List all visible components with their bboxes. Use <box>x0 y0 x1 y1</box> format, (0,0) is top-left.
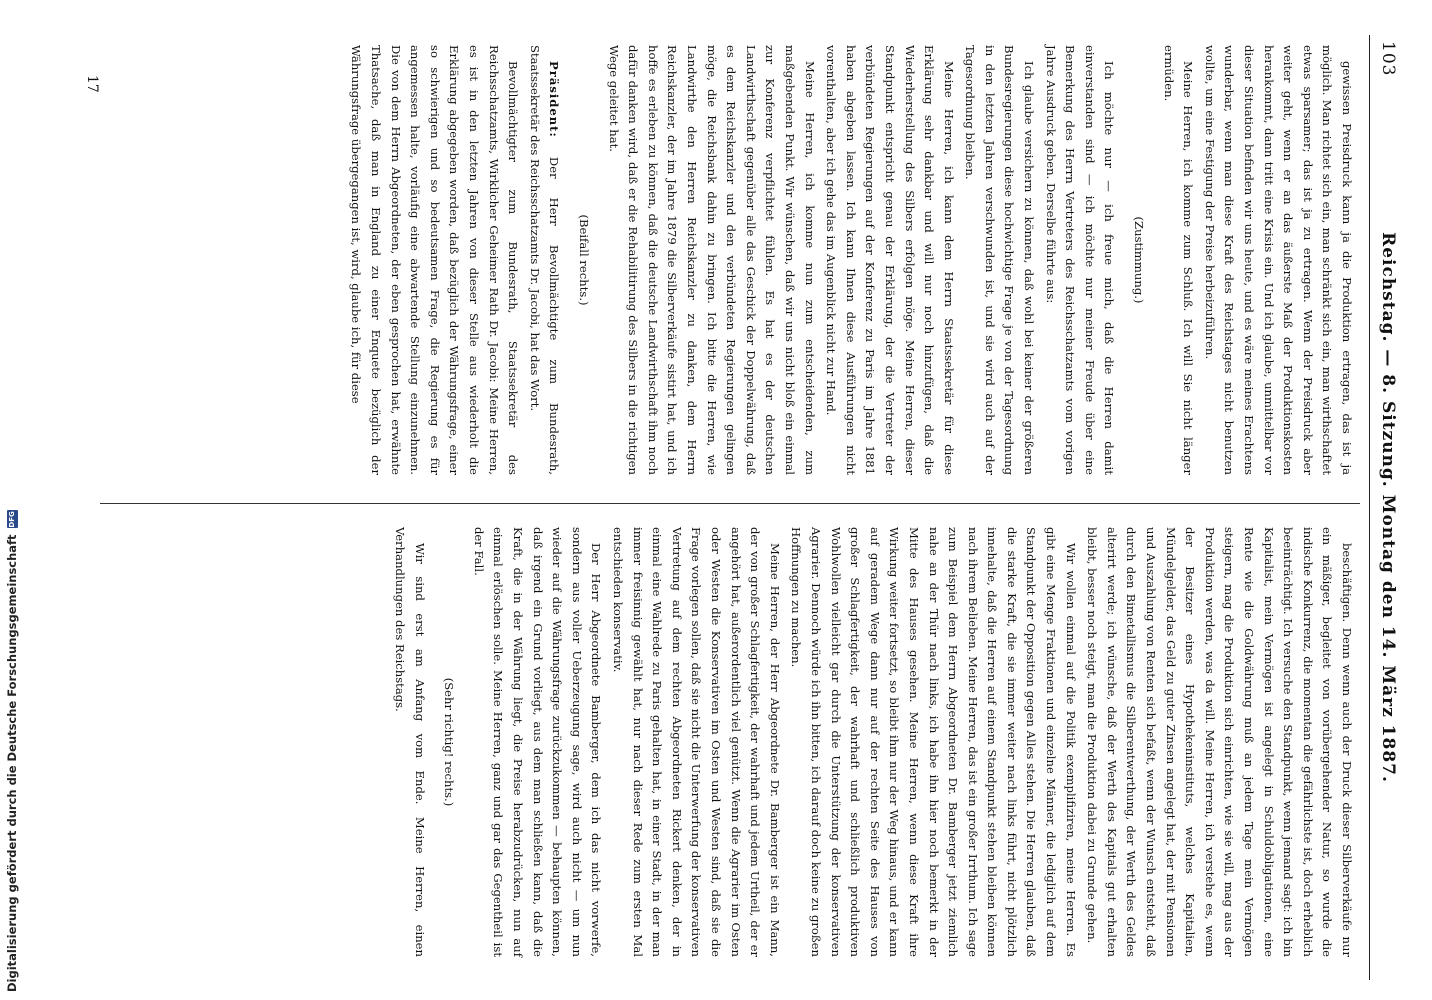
paragraph: Wir sind erst am Anfang vom Ende. Meine Herren, einen Verhandlungen des Reichstags. <box>393 527 427 957</box>
paragraph: Meine Herren, der Herr Abgeordnete Dr. Bamberger ist ein Mann, der von großer Schlagfertigkeit, der wahrhaft und jedem Urtheil, der er angehört hat, außerordentlich viel genützt. Wenn die Agrarier im Osten oder Westen die Konservativen im Osten und Westen sind, daß sie die Frage vorlegen sollen, daß sie nicht die Unterwerfung der konservativen Vertretung auf dem rechten Abgeordneten Rickert denken, der in einmal eine Wahlrede zu Paris gehalten hat, in einer Stadt, in der man immer freisinnig gewählt hat, nur nach dieser Rede zum ersten Mal entschieden konservativ. <box>611 527 782 957</box>
right-column <box>388 527 1357 957</box>
left-column <box>344 45 1356 475</box>
dfg-logo: DFG <box>7 511 16 528</box>
president-text: Der Herr Bevollmächtigte zum Bundesrath, Staatssekretär des Reichsschatzamts Dr. Jacobi, hat das Wort. <box>527 45 562 475</box>
column-divider <box>100 503 1360 504</box>
paragraph: Meine Herren, ich kann dem Herrn Staatssekretär für diese Erklärung sehr dankbar und will nur noch hinzufügen, daß die Wiederherstellung des Silbers erfolgen möge. Meine Herren, dieser Standpunkt entspricht genau der Erklärung, der die Vertreter der verbündeten Regierungen auf der Konferenz zu Paris im Jahre 1881 haben abgeben lassen. Ich kann Ihnen diese Ausführungen nicht vorenthalten, aber ich gehe das im Augenblick nicht zur Hand. <box>824 45 956 475</box>
paragraph: Bevollmächtigter zum Bundesrath, Staatssekretär des Reichsschatzamts, Wirklicher Geheimer Rath Dr. Jacobi: Meine Herren, es ist in den letzten Jahren von dieser Stelle aus wiederholt die Erklärung abgegeben worden, daß bezüglich der Währungsfrage, einer so schwierigen und so bedeutsamen Frage, die Regierung es für angemessen halte, vorläufig eine abwartende Stellung einzunehmen. Die von dem Herrn Abgeordneten, der eben gesprochen hat, erwähnte Thatsache, daß man in England zu einer Enquete bezüglich der Währungsfrage übergegangen ist, wird, glaube ich, für diese <box>349 45 521 475</box>
paragraph: Ich möchte nur — ich freue mich, daß die Herren damit einverstanden sind — ich möchte nur meiner Freude über eine Bemerkung des Herrn Vertreters des Reichsschatzamts vom vorigen Jahre Ausdruck geben. Derselbe führte aus: <box>1043 45 1117 475</box>
page-header <box>1372 35 1400 980</box>
paragraph: gewissen Preisdruck kann ja die Produktion ertragen, das ist ja möglich. Man richtet sich ein, man schränkt sich ein, man wirthschaftet etwas sparsamer; das ist ja zu ertragen. Wenn der Preisdruck aber weiter geht, wenn er an das äußerste Maß der Produktionskosten herankommt, dann tritt eine Krisis ein. Und ich glaube, unmittelbar vor dieser Situation befinden wir uns heute, und es wäre meines Erachtens wunderbar, wenn man diese Kraft des Reichstages nicht benutzen wollte, um eine Festigung der Preise herbeizuführen. <box>1202 45 1354 475</box>
paragraph: Meine Herren, ich komme zum Schluß. Ich will Sie nicht länger ermüden. <box>1161 45 1196 475</box>
credit-text: Digitalisierung gefördert durch die Deutsche Forschungsgemeinschaft <box>5 534 19 992</box>
paragraph: Der Herr Abgeordnete Bamberger, dem ich das nicht vorwerfe, sondern aus voller Ueberzeugung sage, wird auch nicht — um nun wieder auf die Währungsfrage zurückzukommen — behaupten können, daß irgend ein Grund vorliegt, aus dem man schließen kann, daß die Kraft, die in der Währung liegt, die Preise herabzudrücken, nun auf einmal erlöschen solle. Meine Herren, ganz und gar das Gegentheil ist der Fall. <box>471 527 604 957</box>
paragraph: Meine Herren, ich komme nun zum entscheidenden, zum maßgebenden Punkt. Wir wünschen, daß wir uns nicht bloß ein einmal zur Konferenz verpflichtet fühlen. Es hat es der deutschen Landwirthschaft gegenüber alle das Geschick der Doppelwährung, daß es dem Reichskanzler und den verbündeten Regierungen gelingen möge, die Reichsbank dahin zu bringen. Ich bitte die Herren, wie Landwirthe den Herren Reichskanzler zu danken, dem Herrn Reichskanzler, der im Jahre 1879 die Silberverkäufe sistirt hat, und ich hoffe es erleben zu können, daß die deutsche Landwirthschaft ihm noch dafür danken wird, daß er die Rehabilitirung des Silbers in die richtigen Wege geleitet hat. <box>606 45 817 475</box>
page-number: 103 <box>1378 41 1398 77</box>
paragraph: beschäftigen. Denn wenn auch der Druck dieser Silberverkäufe nur ein mäßiger, begleitet von vorübergehender Natur, so wurde die indische Konkurrenz, die momentan die gefährlichste ist, doch erheblich beeinträchtigt. Ich versuche den Standpunkt, wenn jemand sagt: ich bin Kapitalist, mein Vermögen ist angelegt in Schuldobligationen, eine Rente wie die Goldwährung muß an jedem Tage mein Vermögen steigern, mag die Produktion sich einrichten, wie sie will, mag aus der Produktion werden, was da will. Meine Herren, ich verstehe es, wenn der Besitzer eines Hypothekeninstituts, welches Kapitalien, Mündelgelder, das Geld zu guter Zinsen angelegt hat, der mit Pensionen und Auszahlung von Renten sich befaßt, wenn der Wunsch entsteht, daß durch den Bimetallismus die Silberentwerthung, der Werth des Geldes alterirt werde; ich wünsche, daß der Werth des Kapitals gut erhalten bleibt, besser noch steigt, man die Produktion dabei zu Grunde gehen. <box>1085 527 1354 957</box>
digitization-credit <box>4 0 20 1000</box>
footer-number: 17 <box>84 75 100 93</box>
speaker-label: Präsident: <box>547 61 562 138</box>
interjection: (Beifall rechts.) <box>577 214 592 306</box>
page-title: Reichstag. — 8. Sitzung. Montag den 14. März 1887. <box>1378 232 1398 783</box>
president-paragraph <box>524 45 563 475</box>
rotated-newspaper-page <box>50 35 1400 980</box>
paragraph: Wir wollen einmal auf die Politik exemplifiziren, meine Herren. Es gibt eine Menge Fraktionen und einzelne Männer, die lediglich auf dem Standpunkt der Opposition gegen Alles stehen. Die Herren glauben, daß die starke Kraft, die sie immer weiter nach links führt, nicht plötzlich innehalte, daß die Herren auf einem Standpunkt stehen bleiben können nach ihrem Belieben. Meine Herren, das ist ein großer Irrthum. Ich sage zum Beispiel dem Herrn Abgeordneten Dr. Bamberger jetzt ziemlich nahe an der Thür nach links, ich habe ihn hier noch bemerkt in der Mitte des Hauses gesehen. Meine Herren, wenn diese Kraft ihre Wirkung weiter fortsetzt, so bleibt ihm nur der Weg hinaus, und er kann auf geradem Wege dann nur auf der rechten Seite des Hauses von großer Schlagfertigkeit, der wahrhaft und schließlich produktiven Wohlwollen vielleicht gar durch die Unterstützung der konservativen Agrarier. Dennoch würde ich ihn bitten, ich darauf doch keine zu großen Hoffnungen zu machen. <box>789 527 1078 957</box>
interjection: (Sehr richtig! rechts.) <box>442 677 457 807</box>
header-rule <box>1369 35 1370 980</box>
interjection: (Zustimmung.) <box>1132 216 1147 304</box>
quote-paragraph: Ich glaube versichern zu können, daß wohl bei keiner der größeren Bundesregierungen diese hochwichtige Frage je von der Tagesordnung in den letzten Jahren verschwunden ist, und sie wird auch auf der Tagesordnung bleiben. <box>963 45 1037 475</box>
